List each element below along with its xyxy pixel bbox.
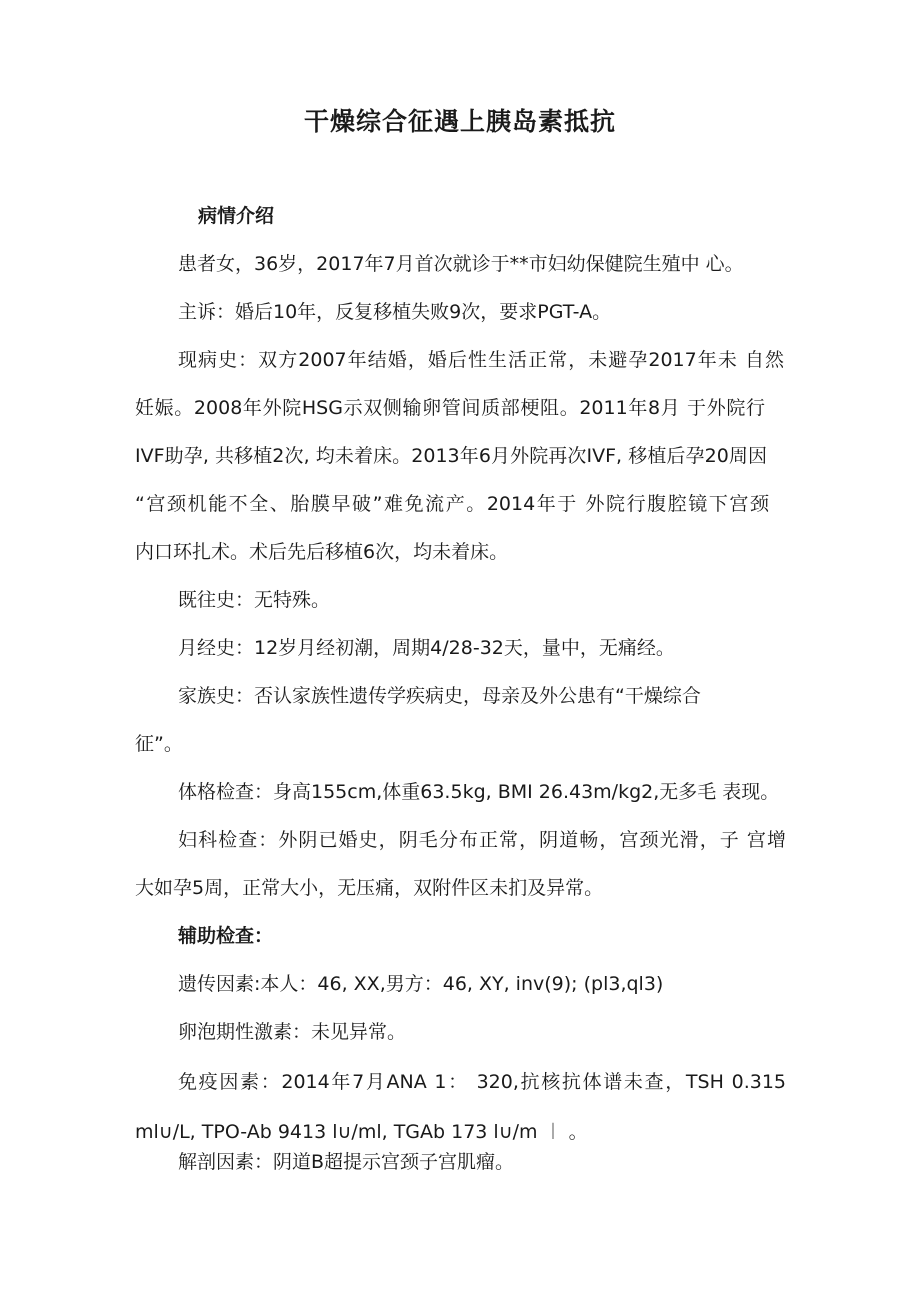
paragraph-line: 既往史：无特殊。 [178, 589, 331, 611]
paragraph-line: 内口环扎术。术后先后移植6次，均未着床。 [135, 541, 509, 563]
paragraph-line: “宫颈机能不全、胎膜早破”难免流产。2014年于 外院行腹腔镜下宫颈 [135, 493, 769, 515]
paragraph-line: 卵泡期性激素：未见异常。 [178, 1021, 407, 1043]
paragraph-line: 妊娠。2008年外院HSG示双侧输卵管间质部梗阻。2011年8月 于外院行 [135, 397, 765, 419]
paragraph-line: 大如孕5周，正常大小，无压痛，双附件区未扪及异常。 [135, 877, 604, 899]
paragraph-line: 遗传因素:本人：46, XX,男方：46, XY, inv(9); (pl3,ql3) [178, 973, 664, 995]
section-heading-case-intro: 病情介绍 [198, 205, 275, 227]
paragraph-line: 解剖因素：阴道B超提示宫颈子宫肌瘤。 [178, 1151, 515, 1173]
paragraph-line: 患者女，36岁，2017年7月首次就诊于**市妇幼保健院生殖中 心。 [178, 253, 744, 275]
document-title: 干燥综合征遇上胰岛素抵抗 [303, 107, 616, 136]
paragraph-line: ml∪∕L, TPO-Ab 9413 l∪∕ml, TGAb 173 l∪∕m ︱ 。 [135, 1121, 588, 1143]
paragraph-line: 免疫因素：2014年7月ANA 1： 320,抗核抗体谱未查，TSH 0.315 [178, 1071, 786, 1093]
paragraph-line: 妇科检查：外阴已婚史，阴毛分布正常，阴道畅，宫颈光滑，子 宫增 [178, 829, 786, 851]
paragraph-line: IVF助孕, 共移植2次, 均未着床。2013年6月外院再次IVF, 移植后孕20周因 [135, 445, 767, 467]
paragraph-line: 现病史：双方2007年结婚，婚后性生活正常，未避孕2017年未 自然 [178, 349, 784, 371]
paragraph-line: 体格检查：身高155cm,体重63.5kg, BMI 26.43m∕kg2,无多毛 表现。 [178, 781, 780, 803]
section-heading-auxiliary-exams: 辅助检查： [178, 925, 274, 947]
paragraph-line: 征”。 [135, 733, 183, 755]
paragraph-line: 家族史：否认家族性遗传学疾病史，母亲及外公患有“干燥综合 [178, 685, 701, 707]
paragraph-line: 月经史：12岁月经初潮，周期4/28-32天，量中，无痛经。 [178, 637, 675, 659]
paragraph-line: 主诉：婚后10年，反复移植失败9次，要求PGT-A。 [178, 301, 612, 323]
